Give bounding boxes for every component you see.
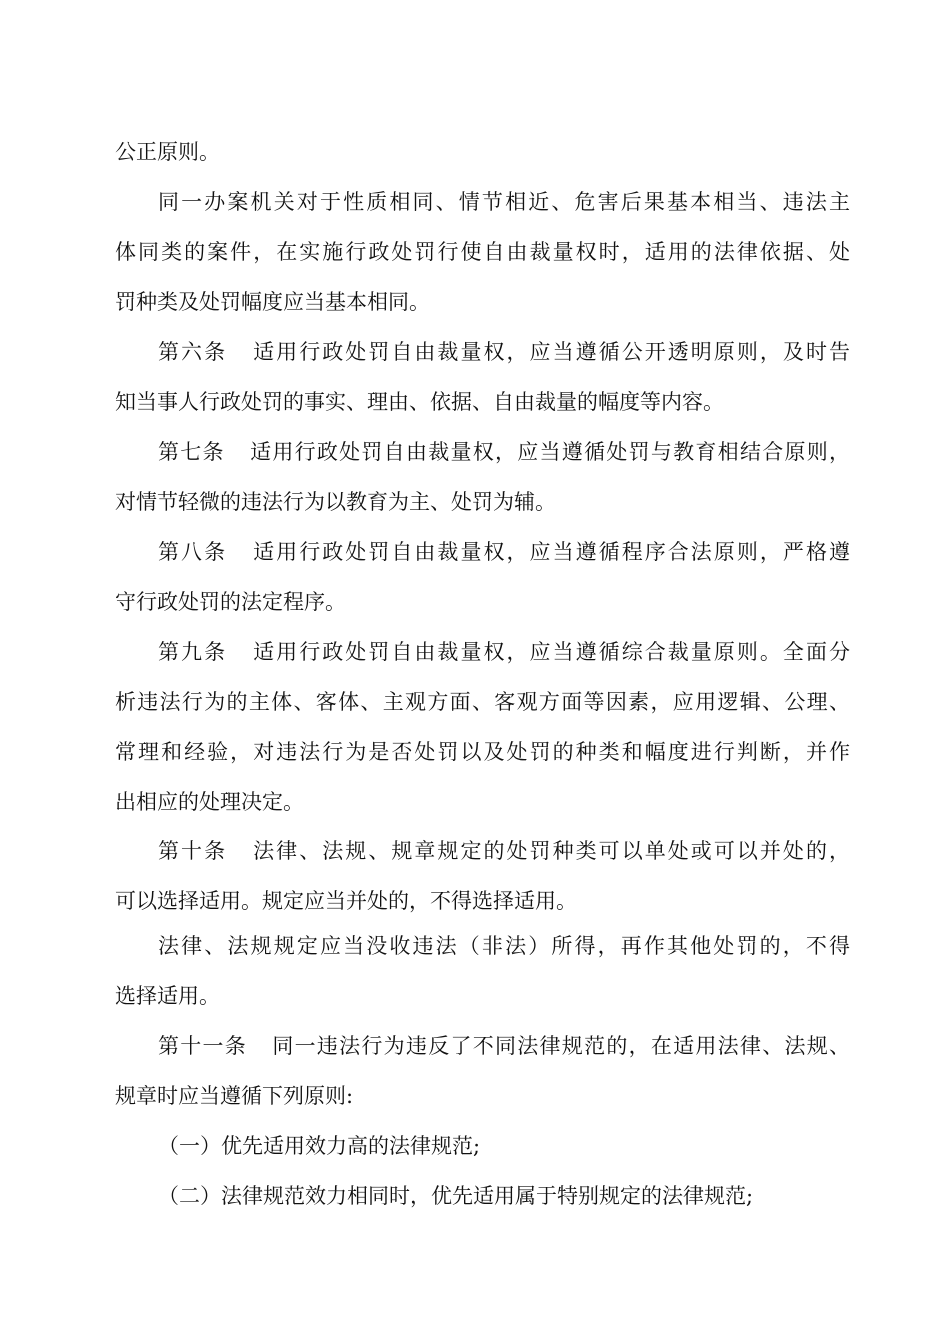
text-line: 规章时应当遵循下列原则: (115, 1084, 354, 1108)
text-line: 同一办案机关对于性质相同、情节相近、危害后果基本相当、违法主 (158, 190, 850, 214)
article-number: 第十条 (158, 839, 228, 863)
article-11-line (158, 1021, 850, 1071)
text-line: 可以选择适用。规定应当并处的，不得选择适用。 (115, 889, 577, 913)
article-number: 第六条 (158, 340, 228, 364)
list-item: （一）优先适用效力高的法律规范; (158, 1134, 481, 1158)
text-line: 对情节轻微的违法行为以教育为主、处罚为辅。 (115, 490, 556, 514)
text-line: 公正原则。 (115, 140, 220, 164)
article-number: 第十一条 (158, 1034, 248, 1058)
article-8-line (158, 527, 850, 577)
article-10-line (158, 826, 850, 876)
article-number: 第八条 (158, 540, 228, 564)
text-line: 适用行政处罚自由裁量权，应当遵循处罚与教育相结合原则， (248, 440, 851, 464)
text-line: 选择适用。 (115, 984, 220, 1008)
text-line: 适用行政处罚自由裁量权，应当遵循综合裁量原则。全面分 (251, 640, 851, 664)
text-line: 体同类的案件，在实施行政处罚行使自由裁量权时，适用的法律依据、处 (115, 240, 850, 264)
text-line: 常理和经验，对违法行为是否处罚以及处罚的种类和幅度进行判断，并作 (115, 740, 850, 764)
list-item: （二）法律规范效力相同时，优先适用属于特别规定的法律规范; (158, 1184, 754, 1208)
text-line: 守行政处罚的法定程序。 (115, 590, 346, 614)
text-line: 知当事人行政处罚的事实、理由、依据、自由裁量的幅度等内容。 (115, 390, 724, 414)
text-line: 析违法行为的主体、客体、主观方面、客观方面等因素，应用逻辑、公理、 (115, 690, 850, 714)
text-line: 适用行政处罚自由裁量权，应当遵循程序合法原则，严格遵 (251, 540, 851, 564)
text-line: 法律、法规、规章规定的处罚种类可以单处或可以并处的， (251, 839, 851, 863)
text-line: 罚种类及处罚幅度应当基本相同。 (115, 290, 430, 314)
article-number: 第九条 (158, 640, 228, 664)
article-6-line (158, 327, 850, 377)
article-number: 第七条 (158, 440, 225, 464)
text-line: 同一违法行为违反了不同法律规范的，在适用法律、法规、 (271, 1034, 851, 1058)
text-line: 法律、法规规定应当没收违法（非法）所得，再作其他处罚的，不得 (158, 934, 850, 958)
article-9-line (158, 627, 850, 677)
text-line: 出相应的处理决定。 (115, 790, 304, 814)
text-line: 适用行政处罚自由裁量权，应当遵循公开透明原则，及时告 (251, 340, 851, 364)
article-7-line (158, 427, 850, 477)
